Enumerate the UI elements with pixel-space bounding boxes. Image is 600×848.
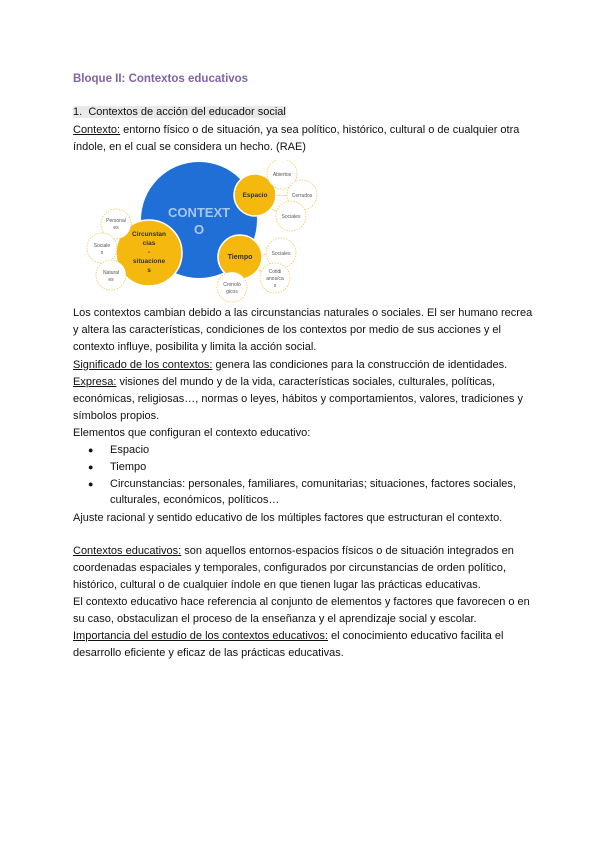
- satellite-cerrados-label: Cerrados: [291, 193, 313, 199]
- block-title: Bloque II: Contextos educativos: [73, 73, 249, 85]
- context-center-label: CONTEXT: [167, 205, 231, 220]
- satellite-sociales-espacio-label: Sociales: [281, 214, 301, 220]
- context-diagram: [80, 160, 330, 305]
- contextos-educativos-term: Contextos educativos:: [73, 545, 182, 557]
- context-center-label-2: O: [193, 222, 205, 237]
- list-item: ● Tiempo: [88, 459, 533, 476]
- importancia-text: el conocimiento educativo facilita el desarrollo eficiente y eficaz de las prácticas educativas.: [73, 630, 504, 659]
- ajuste-paragraph: Ajuste racional y sentido educativo de los múltiples factores que estructuran el contexto.: [73, 512, 503, 524]
- expresa-paragraph: [73, 374, 533, 424]
- hub-circ-line1: Circunstan: [132, 231, 166, 238]
- definition-text: entorno físico o de situación, ya sea político, histórico, cultural o de cualquier otra índole, en el cual se considera un hecho. (RAE): [73, 124, 520, 153]
- section-heading: [73, 104, 533, 121]
- significado-text: genera las condiciones para la construcción de identidades.: [212, 359, 508, 371]
- importancia-paragraph: [73, 628, 533, 662]
- definition-term: Contexto:: [73, 124, 121, 136]
- satellite-personales-label-1: Personal: [106, 218, 126, 224]
- satellite-sociales-circ-label-2: s: [100, 250, 104, 256]
- reference-paragraph: El contexto educativo hace referencia al conjunto de elementos y factores que favorecen o en su caso, obstaculizan el proceso de la enseñanza y el aprendizaje social y escolar.: [73, 596, 530, 625]
- satellite-sociales-tiempo-label: Sociales: [271, 251, 291, 257]
- section-title: Contextos de acción del educador social: [88, 106, 286, 118]
- significado-paragraph: [73, 357, 533, 374]
- satellite-naturales-label-2: es: [108, 277, 114, 283]
- elements-list: [88, 442, 533, 509]
- satellite-cronologicos-label-1: Cronoló: [223, 282, 241, 288]
- elements-intro: Elementos que configuran el contexto educativo:: [73, 427, 311, 439]
- satellite-personales-label-2: es: [113, 225, 119, 231]
- hub-circ-line2: cias: [142, 240, 156, 247]
- importancia-term: Importancia del estudio de los contextos educativos:: [73, 630, 328, 642]
- satellite-cronologicos-label-2: gicos: [226, 289, 238, 295]
- paragraph-contexts-change: Los contextos cambian debido a las circunstancias naturales o sociales. El ser humano recrea y altera las características, condiciones de los contextos por medio de sus acciones y el contexto influye, posibilita y limita la acción social.: [73, 307, 533, 353]
- definition-paragraph: [73, 122, 533, 156]
- hub-circ-line4: situacione: [132, 258, 166, 265]
- satellite-cotidianos-label-1: Cotidi: [268, 269, 282, 275]
- list-item: ● Espacio: [88, 442, 533, 459]
- satellite-cotidianos-label-2: anos/ca: [266, 276, 284, 282]
- satellite-abiertos-label: Abiertos: [272, 172, 292, 178]
- hub-tiempo-label: Tiempo: [227, 254, 253, 261]
- contextos-educativos-paragraph: [73, 543, 533, 593]
- hub-espacio-label: Espacio: [242, 192, 268, 199]
- satellite-sociales-circ-label-1: Sociale: [93, 243, 111, 249]
- satellite-naturales-label-1: Natural: [102, 270, 120, 276]
- significado-term: Significado de los contextos:: [73, 359, 213, 371]
- list-item: ● Circunstancias: personales, familiares, comunitarias; situaciones, factores sociales, culturales, económicos, políticos…: [88, 476, 533, 510]
- expresa-term: Expresa:: [73, 376, 117, 388]
- contextos-educativos-text: son aquellos entornos-espacios físicos o de situación integrados en coordenadas espaciales y temporales, configurados por circunstancias de orden político, histórico, cultural o de cualquier índole en que tienen lugar las prácticas educativas.: [73, 545, 514, 591]
- section-number: 1.: [73, 106, 83, 118]
- hub-circ-line3: -: [147, 249, 151, 256]
- expresa-text: visiones del mundo y de la vida, características sociales, culturales, políticas, económicas, religiosas…, normas o leyes, hábitos y comportamientos, valores, tradiciones y símbolos propios.: [73, 376, 523, 422]
- hub-circ-line5: s: [147, 267, 151, 274]
- satellite-cotidianos-label-3: s: [273, 283, 277, 289]
